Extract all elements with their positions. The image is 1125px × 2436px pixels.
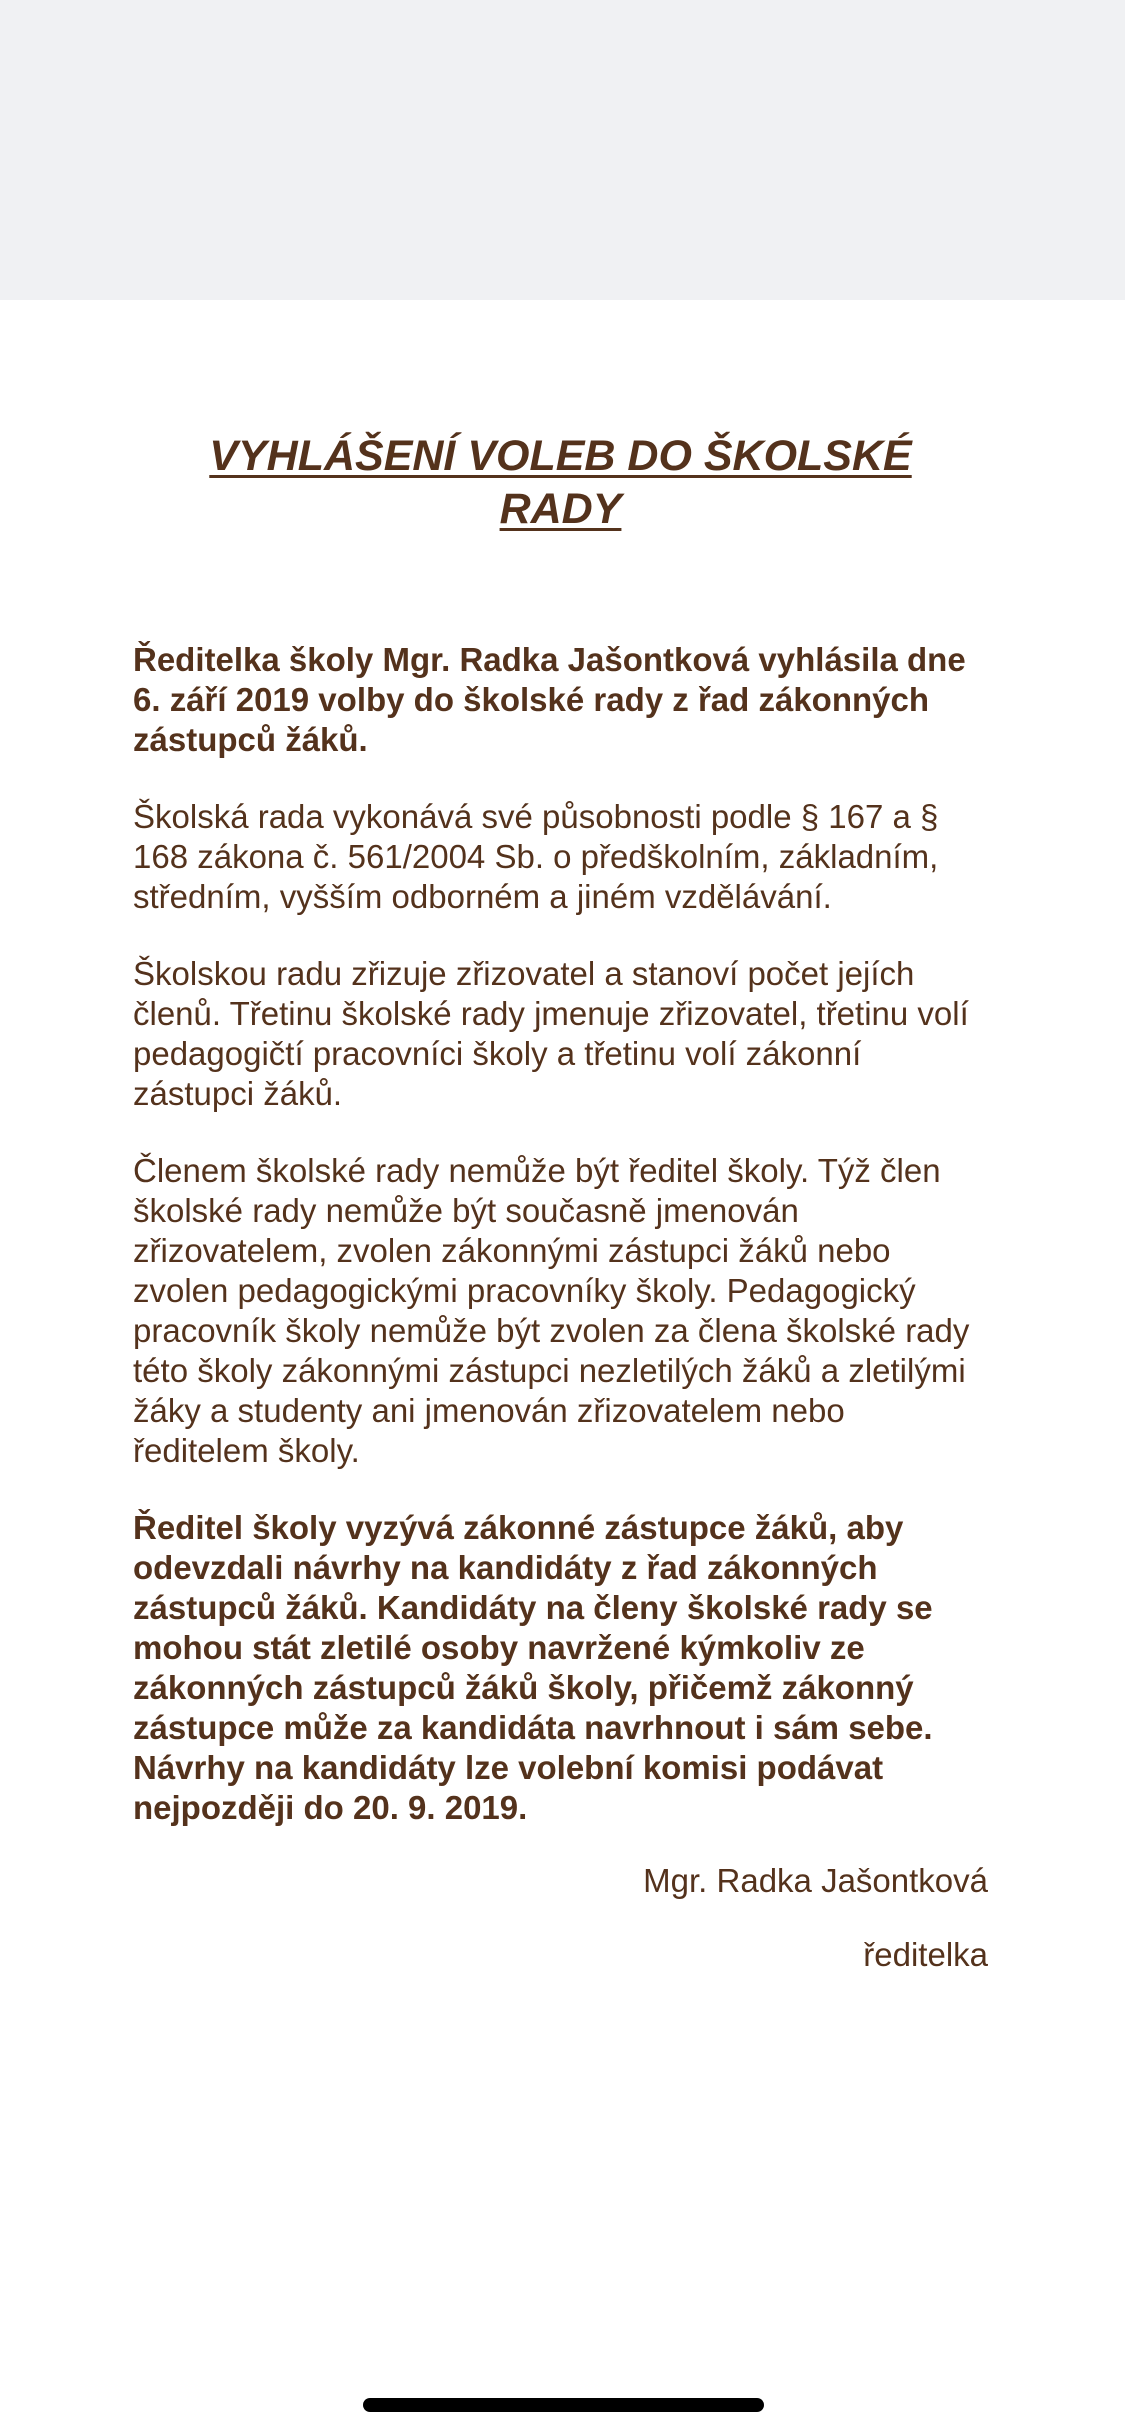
legal-basis-paragraph: Školská rada vykonává své působnosti podle § 167 a § 168 zákona č. 561/2004 Sb. o předškolním, základním, středním, vyšším odborném a jiném vzdělávání. [133, 798, 939, 915]
signature-name: Mgr. Radka Jašontková [643, 1862, 988, 1899]
announcement-content [133, 300, 988, 1975]
home-indicator[interactable] [363, 2398, 764, 2412]
announcement-title: VYHLÁŠENÍ VOLEB DO ŠKOLSKÉ RADY [209, 432, 912, 533]
top-band [0, 0, 1125, 300]
call-to-action-paragraph: Ředitel školy vyzývá zákonné zástupce žáků, aby odevzdali návrhy na kandidáty z řad zákonných zástupců žáků. Kandidáty na členy školské rady se mohou stát zletilé osoby navržené kýmkoliv ze zákonných zástupců žáků školy, přičemž zákonný zástupce může za kandidáta navrhnout i sám sebe. Návrhy na kandidáty lze volební komisi podávat nejpozději do 20. 9. 2019. [133, 1509, 933, 1826]
signature-role: ředitelka [863, 1936, 988, 1973]
intro-paragraph: Ředitelka školy Mgr. Radka Jašontková vyhlásila dne 6. září 2019 volby do školské rady z řad zákonných zástupců žáků. [133, 641, 966, 758]
membership-rules-paragraph: Členem školské rady nemůže být ředitel školy. Týž člen školské rady nemůže být současně jmenován zřizovatelem, zvolen zákonnými zástupci žáků nebo zvolen pedagogickými pracovníky školy. Pedagogický pracovník školy nemůže být zvolen za člena školské rady této školy zákonnými zástupci nezletilých žáků a zletilými žáky a studenty ani jmenován zřizovatelem nebo ředitelem školy. [133, 1152, 970, 1469]
composition-paragraph: Školskou radu zřizuje zřizovatel a stanoví počet jejích členů. Třetinu školské rady jmenuje zřizovatel, třetinu volí pedagogičtí pracovníci školy a třetinu volí zákonní zástupci žáků. [133, 955, 969, 1112]
